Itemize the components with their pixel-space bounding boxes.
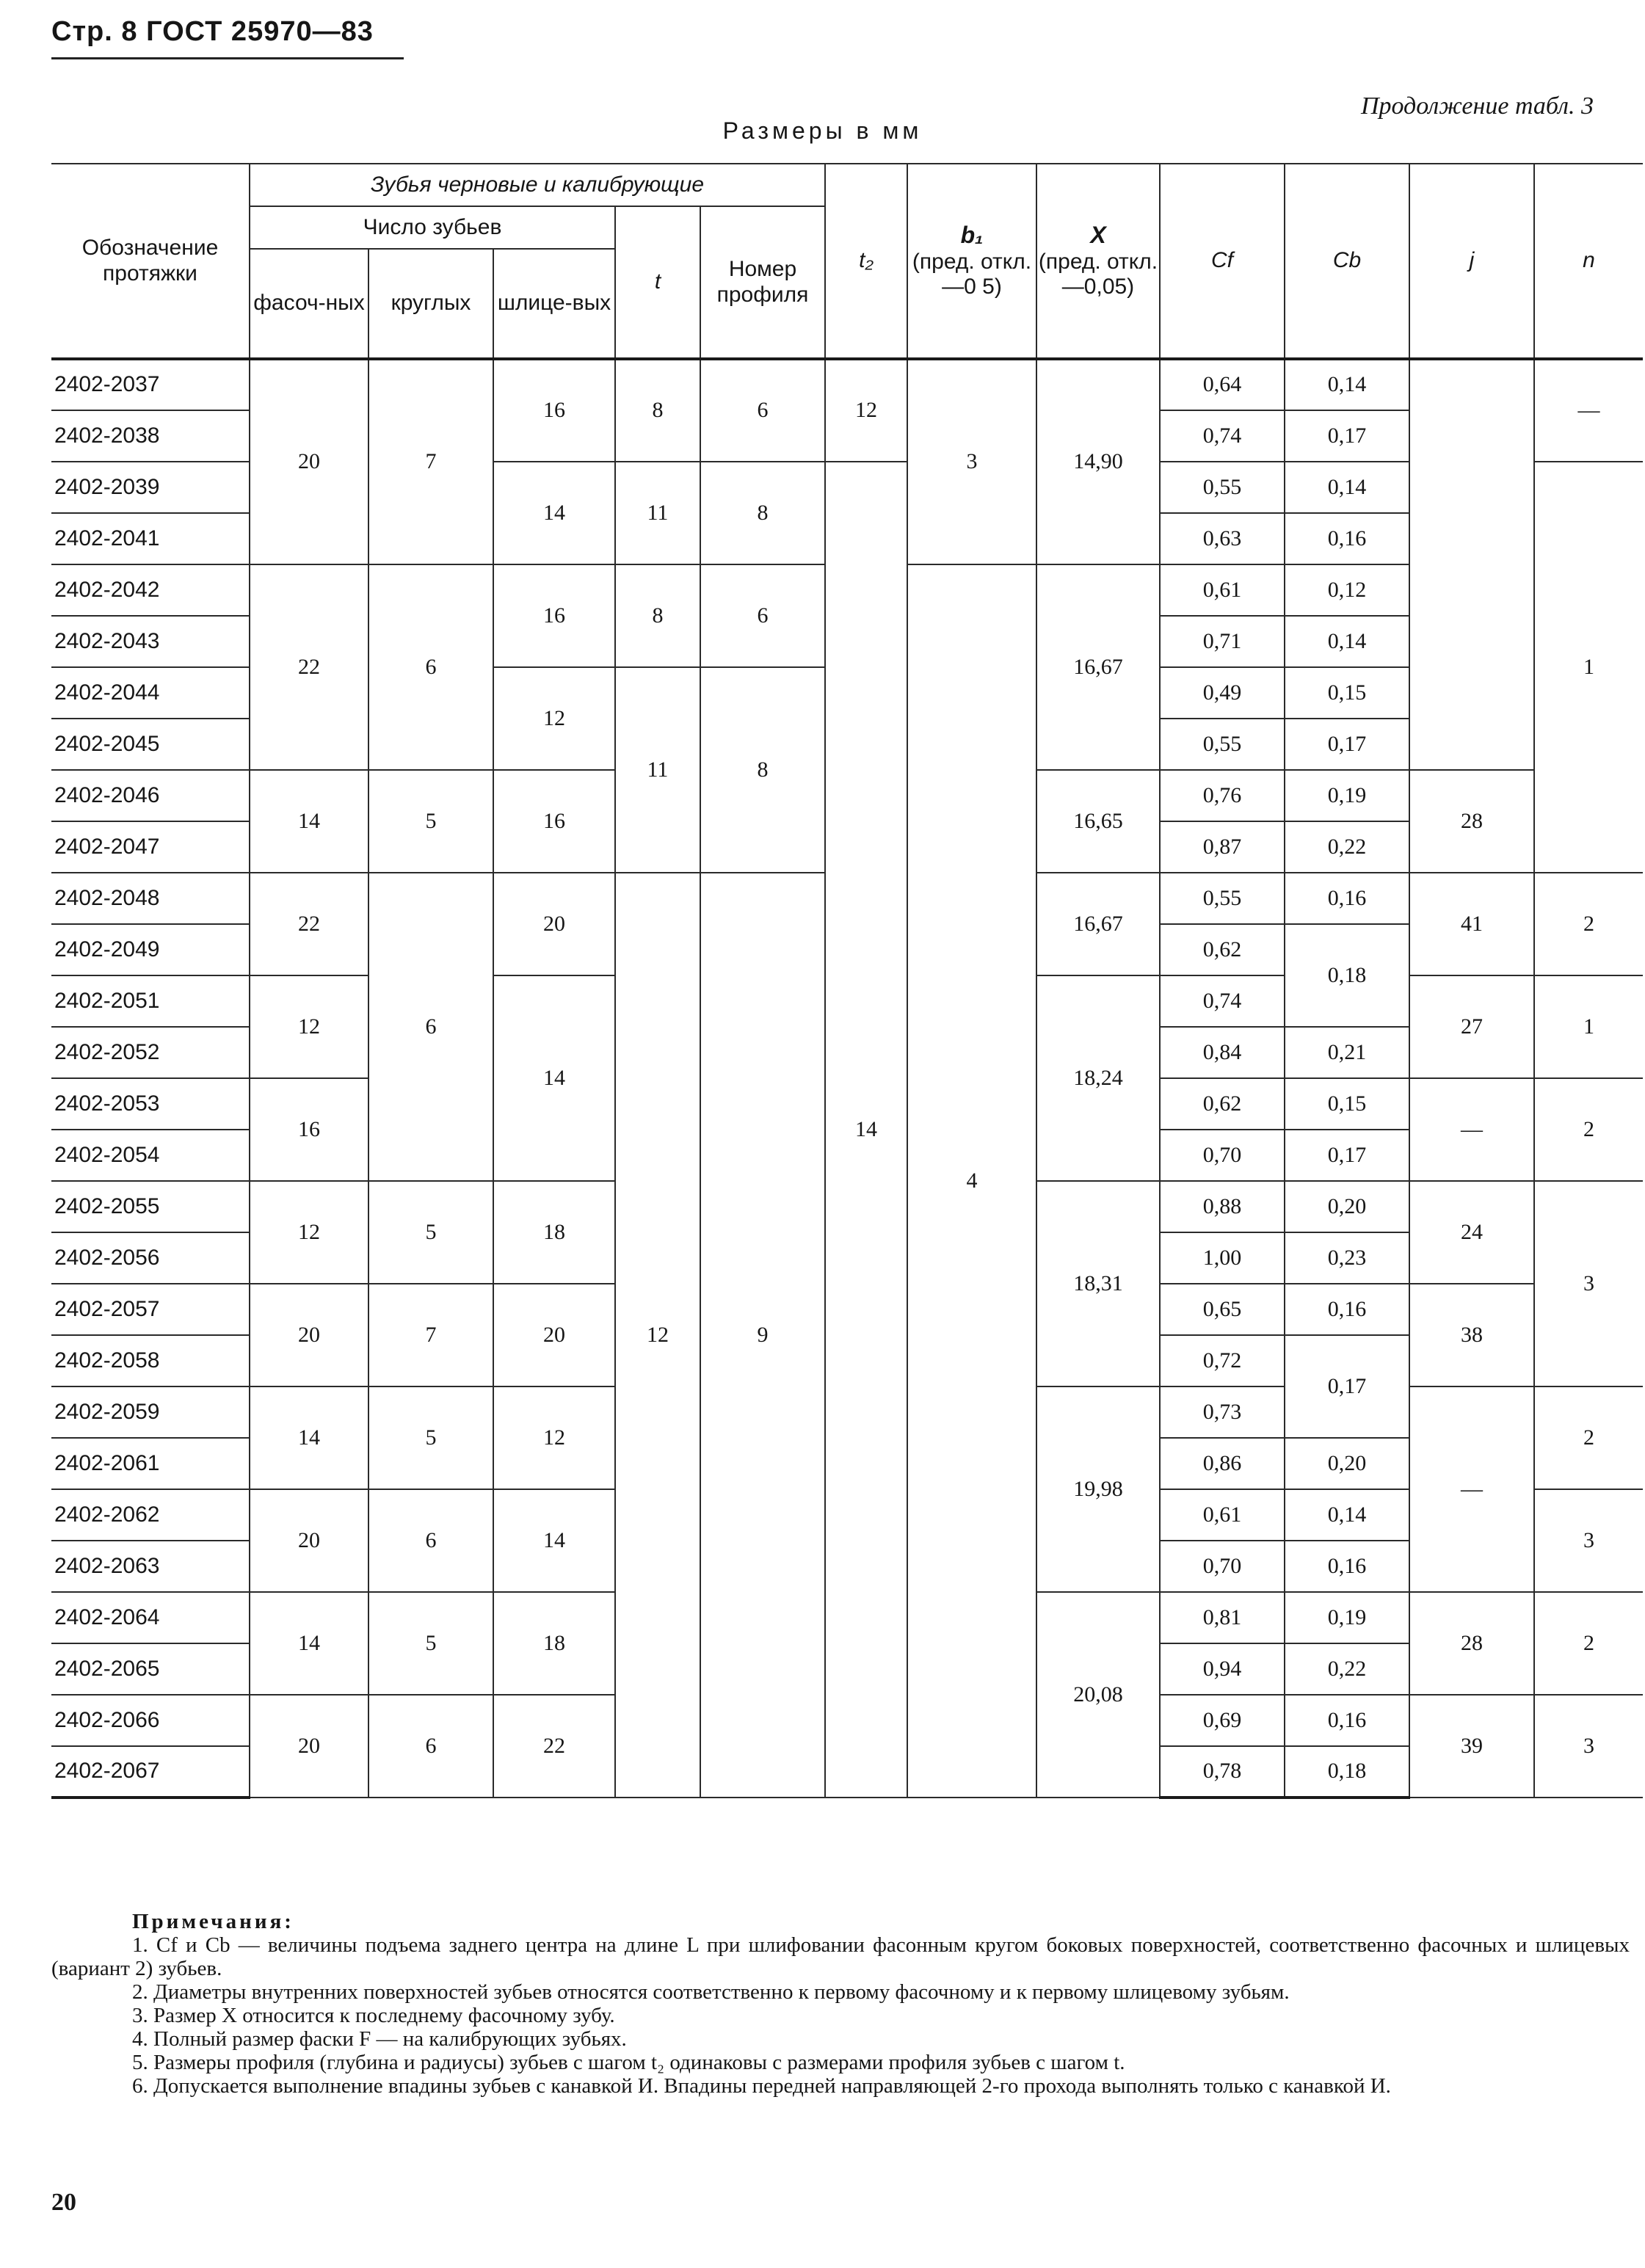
cb-cell: 0,15 <box>1285 1078 1409 1130</box>
header-designation: Обозначение протяжки <box>51 164 250 359</box>
profile-cell: 8 <box>700 462 825 564</box>
cf-cell: 0,84 <box>1160 1027 1285 1078</box>
x-cell: 19,98 <box>1036 1386 1160 1592</box>
n-cell: 2 <box>1534 1592 1643 1695</box>
cf-cell: 0,78 <box>1160 1746 1285 1798</box>
round-cell: 6 <box>368 873 493 1181</box>
spline-cell: 20 <box>493 1284 615 1386</box>
note-item: 2. Диаметры внутренних поверхностей зубьев относятся соответственно к первому фасочному и к первому шлицевому зубьям. <box>132 1980 1290 2004</box>
header-b1-symbol: b₁ <box>960 222 984 249</box>
cb-cell: 0,19 <box>1285 770 1409 821</box>
cb-cell: 0,16 <box>1285 1541 1409 1592</box>
cf-cell: 0,61 <box>1160 1489 1285 1541</box>
cf-cell: 0,70 <box>1160 1541 1285 1592</box>
n-cell: 2 <box>1534 1386 1643 1489</box>
chamfer-cell: 16 <box>250 1078 368 1181</box>
profile-cell: 9 <box>700 873 825 1798</box>
cf-cell: 0,88 <box>1160 1181 1285 1232</box>
chamfer-cell: 20 <box>250 359 368 564</box>
t-cell: 8 <box>615 564 700 667</box>
chamfer-cell: 20 <box>250 1489 368 1592</box>
cb-cell: 0,22 <box>1285 821 1409 873</box>
j-cell: 27 <box>1409 975 1534 1078</box>
chamfer-cell: 22 <box>250 564 368 770</box>
cf-cell: 0,70 <box>1160 1130 1285 1181</box>
note-item: 6. Допускается выполнение впадины зубьев с канавкой И. Впадины передней направляющей 2-го прохода выполнять только с канавкой И. <box>132 2074 1391 2098</box>
header-teeth-count: Число зубьев <box>250 206 615 249</box>
n-cell: 3 <box>1534 1489 1643 1592</box>
profile-cell: 8 <box>700 667 825 873</box>
x-cell: 16,67 <box>1036 564 1160 770</box>
header-t: t <box>615 206 700 359</box>
x-cell: 18,31 <box>1036 1181 1160 1386</box>
round-cell: 5 <box>368 770 493 873</box>
cf-cell: 0,86 <box>1160 1438 1285 1489</box>
note-item: 5. Размеры профиля (глубина и радиусы) зубьев с шагом t₂ одинаковы с размерами профиля зубьев с шагом t. <box>132 2051 1125 2074</box>
x-cell: 14,90 <box>1036 359 1160 564</box>
t2-cell: 12 <box>825 359 907 462</box>
round-cell: 5 <box>368 1181 493 1284</box>
n-cell: 1 <box>1534 975 1643 1078</box>
round-cell: 7 <box>368 1284 493 1386</box>
round-cell: 6 <box>368 564 493 770</box>
designation-cell: 2402-2045 <box>51 719 250 770</box>
designation-cell: 2402-2048 <box>51 873 250 924</box>
profile-cell: 6 <box>700 564 825 667</box>
cf-cell: 0,55 <box>1160 719 1285 770</box>
designation-cell: 2402-2054 <box>51 1130 250 1181</box>
designation-cell: 2402-2046 <box>51 770 250 821</box>
cf-cell: 0,87 <box>1160 821 1285 873</box>
spline-cell: 22 <box>493 1695 615 1798</box>
spline-cell: 20 <box>493 873 615 975</box>
spline-cell: 18 <box>493 1181 615 1284</box>
designation-cell: 2402-2037 <box>51 359 250 410</box>
designation-cell: 2402-2038 <box>51 410 250 462</box>
cb-cell: 0,14 <box>1285 1489 1409 1541</box>
j-cell <box>1409 359 1534 770</box>
t-cell: 8 <box>615 359 700 462</box>
designation-cell: 2402-2047 <box>51 821 250 873</box>
t2-cell: 14 <box>825 462 907 1798</box>
page-number: 20 <box>51 2189 76 2216</box>
cf-cell: 0,55 <box>1160 462 1285 513</box>
round-cell: 5 <box>368 1592 493 1695</box>
designation-cell: 2402-2052 <box>51 1027 250 1078</box>
chamfer-cell: 22 <box>250 873 368 975</box>
spline-cell: 16 <box>493 359 615 462</box>
n-cell: 1 <box>1534 462 1643 873</box>
note-item: 3. Размер X относится к последнему фасочному зубу. <box>132 2004 615 2027</box>
j-cell: 38 <box>1409 1284 1534 1386</box>
chamfer-cell: 14 <box>250 1386 368 1489</box>
cf-cell: 0,76 <box>1160 770 1285 821</box>
cf-cell: 0,55 <box>1160 873 1285 924</box>
cb-cell: 0,17 <box>1285 1130 1409 1181</box>
cb-cell: 0,16 <box>1285 873 1409 924</box>
table-row <box>51 359 1643 410</box>
profile-cell: 6 <box>700 359 825 462</box>
cb-cell: 0,14 <box>1285 462 1409 513</box>
designation-cell: 2402-2043 <box>51 616 250 667</box>
b1-cell: 3 <box>907 359 1036 564</box>
header-spline-teeth: шлице-вых <box>493 249 615 359</box>
designation-cell: 2402-2059 <box>51 1386 250 1438</box>
j-cell: 28 <box>1409 1592 1534 1695</box>
cb-cell: 0,17 <box>1285 1335 1409 1438</box>
designation-cell: 2402-2066 <box>51 1695 250 1746</box>
chamfer-cell: 14 <box>250 770 368 873</box>
cf-cell: 0,61 <box>1160 564 1285 616</box>
cb-cell: 0,18 <box>1285 924 1409 1027</box>
cb-cell: 0,14 <box>1285 359 1409 410</box>
table-continuation-label: Продолжение табл. 3 <box>1360 92 1594 120</box>
designation-cell: 2402-2056 <box>51 1232 250 1284</box>
note-item: 4. Полный размер фаски F — на калибрующих зубьях. <box>132 2027 627 2051</box>
header-b1 <box>907 164 1036 359</box>
header-profile-number: Номер профиля <box>700 206 825 359</box>
spline-cell: 14 <box>493 1489 615 1592</box>
cf-cell: 0,94 <box>1160 1643 1285 1695</box>
n-cell: — <box>1534 359 1643 462</box>
cf-cell: 0,73 <box>1160 1386 1285 1438</box>
cf-cell: 0,74 <box>1160 410 1285 462</box>
cf-cell: 0,69 <box>1160 1695 1285 1746</box>
notes-section <box>51 1910 1630 2098</box>
spline-cell: 16 <box>493 564 615 667</box>
designation-cell: 2402-2055 <box>51 1181 250 1232</box>
cb-cell: 0,18 <box>1285 1746 1409 1798</box>
spline-cell: 14 <box>493 462 615 564</box>
cb-cell: 0,22 <box>1285 1643 1409 1695</box>
round-cell: 5 <box>368 1386 493 1489</box>
designation-cell: 2402-2061 <box>51 1438 250 1489</box>
chamfer-cell: 12 <box>250 975 368 1078</box>
header-rule <box>51 57 404 59</box>
designation-cell: 2402-2058 <box>51 1335 250 1386</box>
designation-cell: 2402-2053 <box>51 1078 250 1130</box>
round-cell: 7 <box>368 359 493 564</box>
header-n: n <box>1534 164 1643 359</box>
spline-cell: 18 <box>493 1592 615 1695</box>
designation-cell: 2402-2064 <box>51 1592 250 1643</box>
cf-cell: 0,74 <box>1160 975 1285 1027</box>
n-cell: 3 <box>1534 1695 1643 1798</box>
header-t2: t₂ <box>825 164 907 359</box>
designation-cell: 2402-2049 <box>51 924 250 975</box>
j-cell: — <box>1409 1078 1534 1181</box>
header-x <box>1036 164 1160 359</box>
t-cell: 11 <box>615 462 700 564</box>
header-round-teeth: круглых <box>368 249 493 359</box>
cf-cell: 0,81 <box>1160 1592 1285 1643</box>
b1-cell: 4 <box>907 564 1036 1798</box>
cf-cell: 0,62 <box>1160 924 1285 975</box>
designation-cell: 2402-2044 <box>51 667 250 719</box>
x-cell: 16,67 <box>1036 873 1160 975</box>
spline-cell: 14 <box>493 975 615 1181</box>
t-cell: 11 <box>615 667 700 873</box>
header-j: j <box>1409 164 1534 359</box>
chamfer-cell: 20 <box>250 1695 368 1798</box>
designation-cell: 2402-2063 <box>51 1541 250 1592</box>
cb-cell: 0,16 <box>1285 1284 1409 1335</box>
note-item: 1. Cf и Cb — величины подъема заднего центра на длине L при шлифовании фасонным кругом боковых поверхностей, соответственно фасочных и шлицевых (вариант 2) зубьев. <box>51 1933 1630 1980</box>
cf-cell: 0,72 <box>1160 1335 1285 1386</box>
j-cell: 39 <box>1409 1695 1534 1798</box>
cb-cell: 0,23 <box>1285 1232 1409 1284</box>
designation-cell: 2402-2051 <box>51 975 250 1027</box>
x-cell: 18,24 <box>1036 975 1160 1181</box>
designation-cell: 2402-2067 <box>51 1746 250 1798</box>
header-cf: Cf <box>1160 164 1285 359</box>
spline-cell: 16 <box>493 770 615 873</box>
cb-cell: 0,16 <box>1285 513 1409 564</box>
cb-cell: 0,21 <box>1285 1027 1409 1078</box>
notes-title <box>51 1910 1630 1933</box>
cb-cell: 0,17 <box>1285 719 1409 770</box>
designation-cell: 2402-2042 <box>51 564 250 616</box>
cb-cell: 0,12 <box>1285 564 1409 616</box>
cb-cell: 0,20 <box>1285 1438 1409 1489</box>
cf-cell: 0,65 <box>1160 1284 1285 1335</box>
j-cell: 24 <box>1409 1181 1534 1284</box>
cb-cell: 0,14 <box>1285 616 1409 667</box>
cb-cell: 0,20 <box>1285 1181 1409 1232</box>
designation-cell: 2402-2062 <box>51 1489 250 1541</box>
designation-cell: 2402-2065 <box>51 1643 250 1695</box>
notes-title-text: Примечания: <box>132 1910 294 1933</box>
j-cell: — <box>1409 1386 1534 1592</box>
x-cell: 20,08 <box>1036 1592 1160 1798</box>
header-x-tolerance: (пред. откл. —0,05) <box>1038 249 1158 299</box>
cb-cell: 0,17 <box>1285 410 1409 462</box>
header-x-symbol: X <box>1090 222 1106 249</box>
designation-cell: 2402-2039 <box>51 462 250 513</box>
chamfer-cell: 12 <box>250 1181 368 1284</box>
designation-cell: 2402-2041 <box>51 513 250 564</box>
cf-cell: 0,71 <box>1160 616 1285 667</box>
header-chamfer-teeth: фасоч-ных <box>250 249 368 359</box>
j-cell: 41 <box>1409 873 1534 975</box>
n-cell: 3 <box>1534 1181 1643 1386</box>
j-cell: 28 <box>1409 770 1534 873</box>
cf-cell: 0,63 <box>1160 513 1285 564</box>
spline-cell: 12 <box>493 1386 615 1489</box>
n-cell: 2 <box>1534 1078 1643 1181</box>
header-teeth-group: Зубья черновые и калибрующие <box>250 164 825 206</box>
chamfer-cell: 20 <box>250 1284 368 1386</box>
cf-cell: 1,00 <box>1160 1232 1285 1284</box>
t-cell: 12 <box>615 873 700 1798</box>
round-cell: 6 <box>368 1695 493 1798</box>
units-caption: Размеры в мм <box>722 117 923 144</box>
cf-cell: 0,64 <box>1160 359 1285 410</box>
x-cell: 16,65 <box>1036 770 1160 873</box>
n-cell: 2 <box>1534 873 1643 975</box>
cf-cell: 0,62 <box>1160 1078 1285 1130</box>
cb-cell: 0,15 <box>1285 667 1409 719</box>
round-cell: 6 <box>368 1489 493 1592</box>
cb-cell: 0,19 <box>1285 1592 1409 1643</box>
broach-spec-table <box>51 163 1643 1799</box>
designation-cell: 2402-2057 <box>51 1284 250 1335</box>
cb-cell: 0,16 <box>1285 1695 1409 1746</box>
cf-cell: 0,49 <box>1160 667 1285 719</box>
spline-cell: 12 <box>493 667 615 770</box>
page-header: Стр. 8 ГОСТ 25970—83 <box>51 16 374 47</box>
header-b1-tolerance: (пред. откл. —0 5) <box>912 249 1032 299</box>
header-cb: Cb <box>1285 164 1409 359</box>
chamfer-cell: 14 <box>250 1592 368 1695</box>
